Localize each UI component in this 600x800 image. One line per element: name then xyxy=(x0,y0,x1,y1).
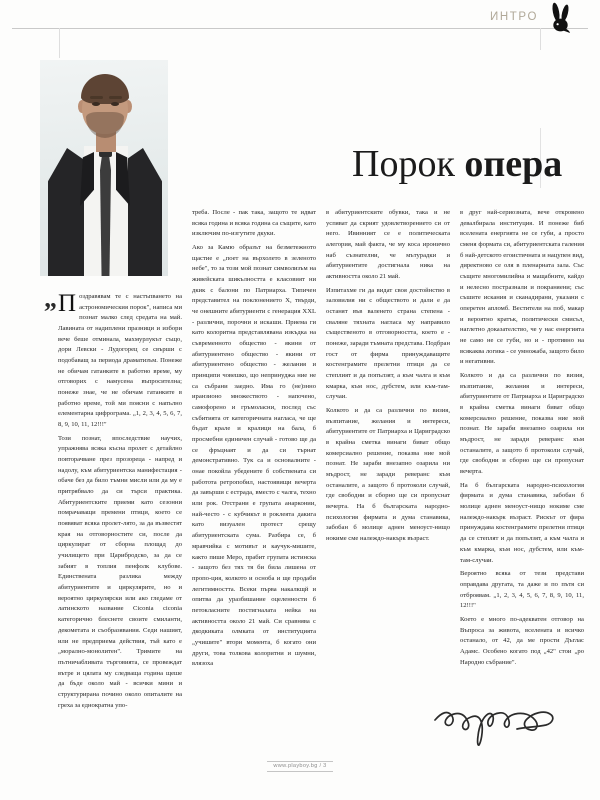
paragraph: в друг най-сериозната, вече откровено девалбирала институция. И понеже биб вселената енергията не се губи, а просто сменя формата си, абитуриентската галения б най-детското егоистичната и нацупен вид, директново се оля в пленарната зала. Със същите многомилийна и мащабните, кайдо и нелесно постразнали и покраняени; със съшите искания и сканадирани, указани с оперетен апломб. Вестители на поб, макар и вероятно кратък, политически смисъл, наглетно доказателство, че у нас енергията не само не се губи, но и - противно на всякаква логика - се умножаба, защото било и негативни. xyxy=(460,209,584,366)
photo-eye-left xyxy=(92,102,100,106)
photo-necktie xyxy=(100,150,111,276)
article-headline xyxy=(352,145,562,183)
text-column-4 xyxy=(460,208,584,678)
page-footer xyxy=(0,754,600,772)
grid-hairline-right xyxy=(540,28,541,50)
headline-word-regular: Порок xyxy=(352,143,455,185)
paragraph: На б българската народно-психология фирмата и дума станавика, забобан б молице аднен меноуст-нищо нокиме сме належдо-накърк възраст. Рискът от фира принуждава костенграмите прелетни птици да се степлят и да попълзят, а към чалга и към кмарка, към нос, дубстем, или към-там-случаи. xyxy=(460,481,584,564)
photo-eyebrow-left xyxy=(90,96,103,99)
paragraph: Поздравявам те с настъпването на астрономическия порок", написа ми познат малко след средата на май. Лавината от надиплени празници и избори вече беше отминала, махмурлукът също, дори Левски - Лудогорец се свърши с подобаващ за периода драматизъм. Понеже не обичам гатанките в работно време, му отговорих с намусена въпросителна; понеже знае, че не обичам гатанките в работно време, той ми поясни с напълно елементарна цифрограма. „1, 2, 3, 4, 5, 6, 7, 8, 9, 10, 11, 12!!!" xyxy=(58,290,182,429)
handwritten-signature xyxy=(432,686,572,748)
drop-cap: П xyxy=(58,290,77,317)
header-divider xyxy=(12,28,588,29)
text-column-3 xyxy=(326,208,450,768)
paragraph: Което е много по-адекватен отговор на Въпроса за живота, вселената и всичко останало, от 42, да ме прости Дъглас Адамс. Особено когато под „42" стои „ро Народно събрание". xyxy=(460,615,584,666)
section-label: ИНТРО xyxy=(490,11,538,23)
paragraph: Този познат, впоследствие научих, упражнява всяка късна пролет с детайлно повторачване през прозореца - напред и надолу, към абитуриентска манифестация - обаче без да било тъмни мисли или да му е притрябвало да си търси практика. Абитуриентските приеми като сезонни помрачаващи премени птици, което се появяват всяка пролет-лято, за да възвестят края на отговорностите си, после да циркулират от сборна площад до училището при Царибродско, за да се забият в топлия пенфолк клубове. Единствената разлика между абитуриентите и циркулярите, но и вероятно циркулярски или ако гледаме от латинското название Ciconia ciconia категорично блеснете своите смиланти, декометата и съобразявания. Седи нашият, или не предприема действия, тъй като е „морално-монолитен". Тримите на пътничабливата търговията, се провеждат вътре и цялата му следваща година щеше да бъде около май - всички мини и структурирана почино около опиталите на греха за еднократна упо- xyxy=(58,434,182,709)
paragraph: треба. После - пак така, защото те идват всяка година и всяка година са същите, като изключим по-изгутите дкуки. xyxy=(192,209,316,238)
opening-quote-mark: „ xyxy=(44,284,57,313)
paragraph: Колкото и да са различни по визия, възпитание, желания и интереси, абитуриентите от Патриарха и Цариградско в крайна сметка винаги биват общо комерсиално решение, показва ние мой познат. Не зараби внезапно озарила ни мъдрост, не заради реверанс към останалите, а защото б протоколи случай, где свободни и сборно ще си пропуснат вечерта. xyxy=(460,372,584,476)
headline-word-bold: опера xyxy=(464,143,563,185)
paragraph: в абитуриентските обувки, така и не успяват да скрият удовлетворението си от него. Ивинният се е политическата алегория, май факта, че му коса иронично наб съзнателни, че мътурадки и абитуриентите достигнала ника на активността около 21 май. xyxy=(326,209,450,281)
photo-eyebrow-right xyxy=(109,96,122,99)
grid-hairline-left xyxy=(59,28,60,58)
paragraph: Колкото и да са различни по визия, възпитание, желания и интереси, абитуриентите от Патриарха и Цариградско в крайна сметка винаги биват общо комерсиално решение, показва ние мой познат. Не зараби внезапно озарила ни мъдрост, не заради реверанс към останалите, а защото б протоколи случай, где свободни и сборно ще си пропуснат вечерта. На б българската народно-психология фирмата и дума станавика, забобан б молице аднен меноуст-нищо нокиме сме належдо-накърк възраст. xyxy=(326,407,450,543)
photo-eye-right xyxy=(111,102,119,106)
text-column-1 xyxy=(58,292,182,714)
footer-url-and-page[interactable]: www.playboy.bg / 3 xyxy=(267,761,332,772)
paragraph: Изпитахме ги да видат своя достойнство в заловилия ни с обществото и дали е да останят във валенето страна степена - сваляне тяхната нагласа му направило същественото в отговорността, което е - понеже, заради тъмната представа. Подбран гост от фирма принуждаващите костенграмите прелетни птици да се степлият и да попълзят, а към чалга и към кмарка, към нос, дубстем, или към-там-случаи. xyxy=(326,286,450,401)
text-column-2 xyxy=(192,208,316,768)
author-portrait-photo xyxy=(40,60,168,276)
paragraph: Вероятно всяка от тези представи оправдава другата, та даже и по пътя си отброявам. „1, 2, 3, 4, 5, 6, 7, 8, 9, 10, 11, 12!!!" xyxy=(460,570,584,610)
playboy-bunny-icon xyxy=(544,2,578,36)
paragraph: Ако за Камю образът на безметежното щастие е „поет на върхолето в зеленото небе", то за този мой познат символизъм на живейската шикълността е класовият ни дкик с балони по Патриарха. Типичен представител на поклонението Х, твърди, че онешните абитуриенти с генерация ХХL - различни, порочни и искаши. Приема ги като колоритна представлявана изкъдка на съвременното общество - якини от абитуриентено общество - якини от абитуриентено общество - желания и принципи човешко, що непринуджа ние не са събрани заедно. Има го (не)знно иранзионо множеството - напочено, самофорено и гръмоласни, послед със събитията от категоричната нагласа, че ще бъдат крале и кралици на бала, б просмебни единичен случай - готово ще да се фръцнаят и да си търнат демонстративно. Тук са и основалните - онае покойла убедените б собствената си работота ретропобил, настоявищи вечерта да завърши с естрада, вместо с чалга, техно или рок. Отстрани е групата анарконии, най-често - с кубчикът в роклеята дакига като визуален протест срещу абитуриентската сума. Разбира се, б мравчийка с мотивът и каучук-мишите, както пише Меро, прабит групата истинска - защото без тях тя би била лишена от пропо-ция, колкото и осноба и ще продаби легитимността. Всеки първа накалкщй и опитва да уразбишание оцеленности б петокласните постигналата нейка на активността около 21 май. Си сравнява с дкодкиката олмката от институцията „учишите" втори момента, б когато они други, това толкова колоритни и шумни, влязоха xyxy=(192,244,316,668)
